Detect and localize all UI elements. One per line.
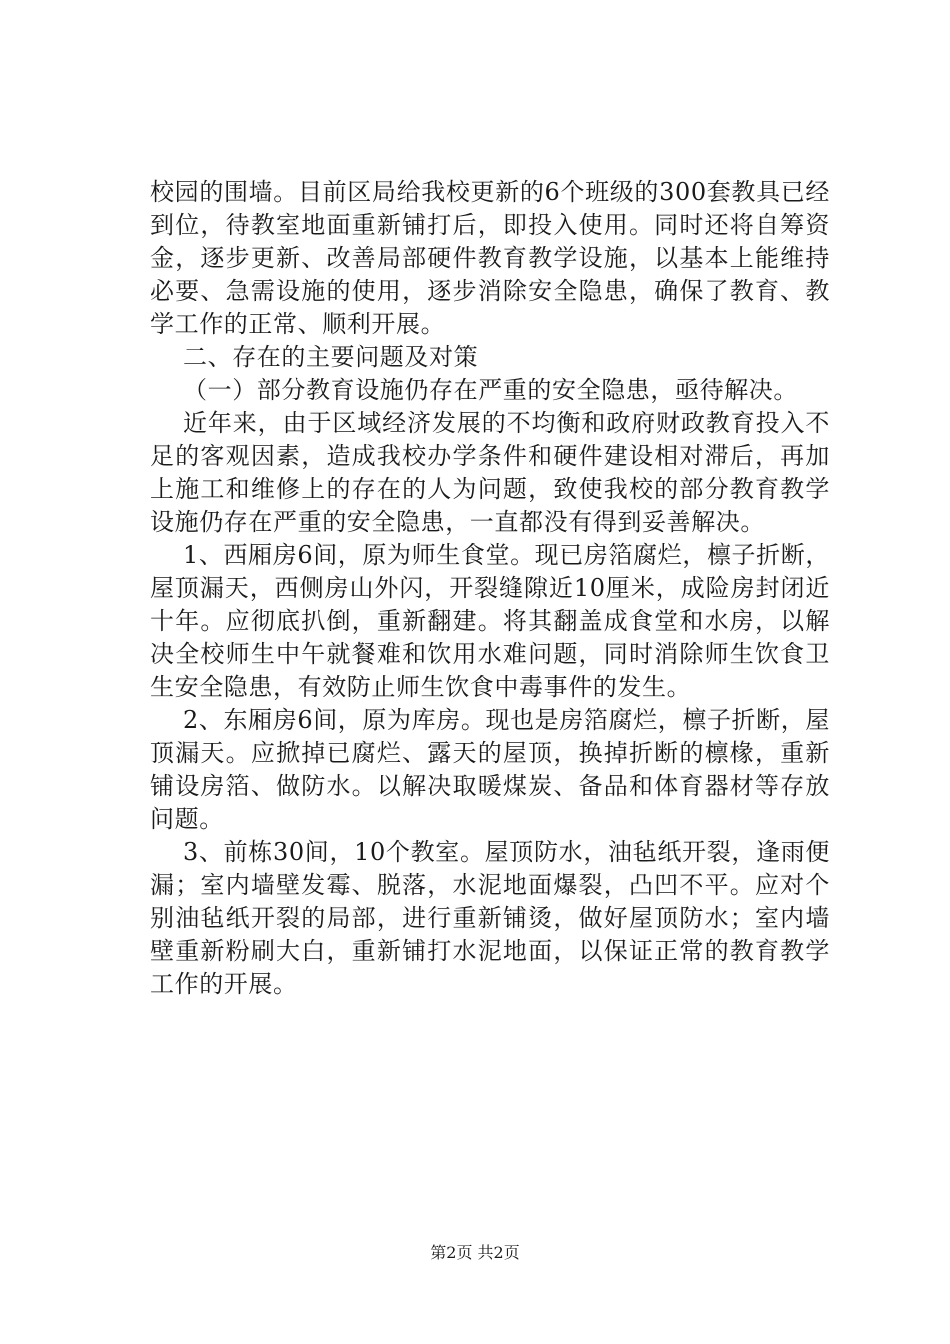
paragraph-item-2: 2、东厢房6间，原为库房。现也是房箔腐烂，檩子折断，屋顶漏天。应掀掉已腐烂、露天的屋顶，换掉折断的檩椽，重新铺设房箔、做防水。以解决取暖煤炭、备品和体育器材等存放问题。	[150, 706, 830, 833]
subsection-heading-1: （一）部分教育设施仍存在严重的安全隐患，亟待解决。	[183, 376, 798, 404]
page-footer: 第2页 共2页	[430, 1243, 520, 1262]
document-body	[150, 176, 830, 1001]
paragraph-1: 校园的围墙。目前区局给我校更新的6个班级的300套教具已经到位，待教室地面重新铺打后，即投入使用。同时还将自筹资金，逐步更新、改善局部硬件教育教学设施，以基本上能维持必要、急需设施的使用，逐步消除安全隐患，确保了教育、教学工作的正常、顺利开展。	[150, 178, 830, 338]
paragraph-intro: 近年来，由于区域经济发展的不均衡和政府财政教育投入不足的客观因素，造成我校办学条件和硬件建设相对滞后，再加上施工和维修上的存在的人为问题，致使我校的部分教育教学设施仍存在严重的安全隐患，一直都没有得到妥善解决。	[150, 409, 830, 536]
section-heading-2: 二、存在的主要问题及对策	[183, 343, 479, 371]
paragraph-item-3: 3、前栋30间，10个教室。屋顶防水，油毡纸开裂，逢雨便漏；室内墙壁发霉、脱落，水泥地面爆裂，凸凹不平。应对个别油毡纸开裂的局部，进行重新铺烫，做好屋顶防水；室内墙壁重新粉刷大白，重新铺打水泥地面，以保证正常的教育教学工作的开展。	[150, 838, 830, 998]
paragraph-item-1: 1、西厢房6间，原为师生食堂。现已房箔腐烂，檩子折断，屋顶漏天，西侧房山外闪，开裂缝隙近10厘米，成险房封闭近十年。应彻底扒倒，重新翻建。将其翻盖成食堂和水房，以解决全校师生中午就餐难和饮用水难问题，同时消除师生饮食卫生安全隐患，有效防止师生饮食中毒事件的发生。	[150, 541, 830, 701]
